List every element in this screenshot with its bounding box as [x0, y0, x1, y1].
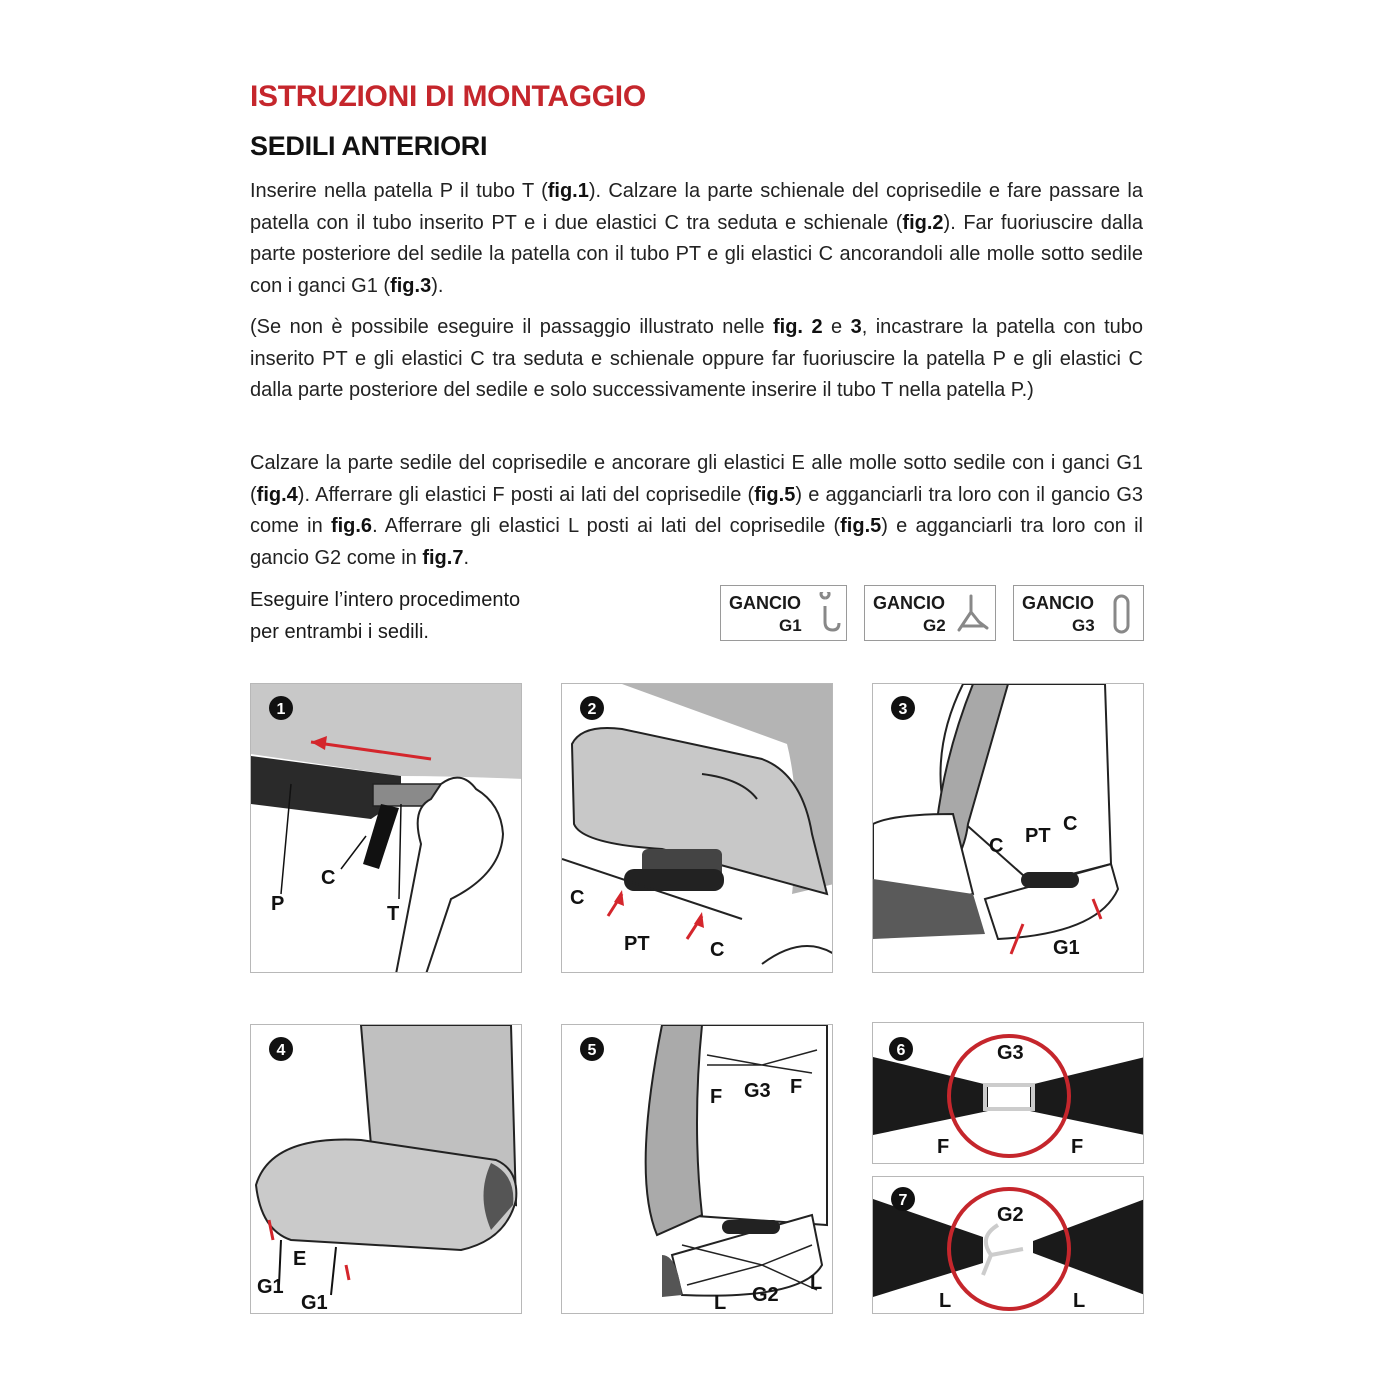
figure-6 [872, 1022, 1144, 1164]
label-f: F [710, 1086, 723, 1108]
svg-text:3: 3 [898, 701, 908, 718]
svg-text:1: 1 [276, 701, 286, 718]
hook-label: GANCIO [1022, 593, 1094, 613]
figure-1 [250, 683, 522, 973]
label-g3: G3 [744, 1080, 771, 1102]
hook-legend-g2 [864, 585, 996, 641]
label-c: C [989, 835, 1004, 857]
hook-label: GANCIO [873, 593, 945, 613]
hook-g1-icon [813, 592, 843, 636]
figure-3 [872, 683, 1144, 973]
label-f: F [1071, 1136, 1084, 1158]
hook-legend-g3 [1013, 585, 1144, 641]
section-title: SEDILI ANTERIORI [250, 131, 488, 161]
svg-text:5: 5 [587, 1042, 597, 1059]
instruction-paragraph-1: Inserire nella patella P il tubo T (fig.1). Calzare la parte schienale del coprisedile e fare passare la patella con il tubo inserito PT e i due elastici C tra seduta e schienale (fig.2). Far fuoriuscire dalla parte posteriore del sedile la patella con il tubo PT e gli elastici C ancorandoli alle molle sotto sedile con i ganci G1 (fig.3). [250, 180, 1143, 298]
label-pt: PT [624, 933, 650, 955]
label-t: T [387, 903, 400, 925]
label-g1: G1 [257, 1276, 284, 1298]
label-g1: G1 [1053, 937, 1080, 959]
label-f: F [790, 1076, 803, 1098]
instruction-paragraph-2: (Se non è possibile eseguire il passaggio illustrato nelle fig. 2 e 3, incastrare la patella con tubo inserito PT e gli elastici C tra seduta e schienale oppure far fuoriuscire la patella P e gli elastici C dalla parte posteriore del sedile e solo successivamente inserire il tubo T nella patella P.) [250, 316, 1144, 402]
final-note-line: Eseguire l’intero procedimento [250, 589, 521, 611]
hook-code: G3 [1072, 616, 1095, 635]
figure-5 [561, 1024, 833, 1314]
label-c: C [321, 867, 336, 889]
svg-text:4: 4 [276, 1042, 286, 1059]
figure-4 [250, 1024, 522, 1314]
label-g2: G2 [997, 1204, 1024, 1226]
label-c: C [710, 939, 725, 961]
figure-2 [561, 683, 833, 973]
label-f: F [937, 1136, 950, 1158]
label-c: C [570, 887, 585, 909]
hook-g3-icon [1110, 592, 1134, 636]
label-c: C [1063, 813, 1078, 835]
label-l: L [1073, 1290, 1086, 1312]
hook-legend-g1 [720, 585, 847, 641]
svg-text:7: 7 [898, 1192, 908, 1209]
hook-code: G1 [779, 616, 802, 635]
final-note-line: per entrambi i sedili. [250, 621, 429, 643]
label-pt: PT [1025, 825, 1051, 847]
label-l: L [714, 1292, 727, 1314]
hook-label: GANCIO [729, 593, 801, 613]
hook-code: G2 [923, 616, 946, 635]
svg-text:2: 2 [587, 701, 597, 718]
svg-text:6: 6 [896, 1042, 906, 1059]
label-g1: G1 [301, 1292, 328, 1314]
final-note [250, 584, 650, 648]
page-title: ISTRUZIONI DI MONTAGGIO [250, 80, 646, 113]
label-p: P [271, 893, 285, 915]
label-l: L [939, 1290, 952, 1312]
figure-7 [872, 1176, 1144, 1314]
label-g3: G3 [997, 1042, 1024, 1064]
instruction-paragraph-3: Calzare la parte sedile del coprisedile e ancorare gli elastici E alle molle sotto sedile con i ganci G1 (fig.4). Afferrare gli elastici F posti ai lati del coprisedile (fig.5) e agganciarli tra loro con il gancio G3 come in fig.6. Afferrare gli elastici L posti ai lati del coprisedile (fig.5) e agganciarli tra loro con il gancio G2 come in fig.7. [250, 452, 1143, 570]
label-l: L [810, 1272, 823, 1294]
label-e: E [293, 1248, 307, 1270]
label-g2: G2 [752, 1284, 779, 1306]
hook-g2-icon [955, 592, 991, 636]
